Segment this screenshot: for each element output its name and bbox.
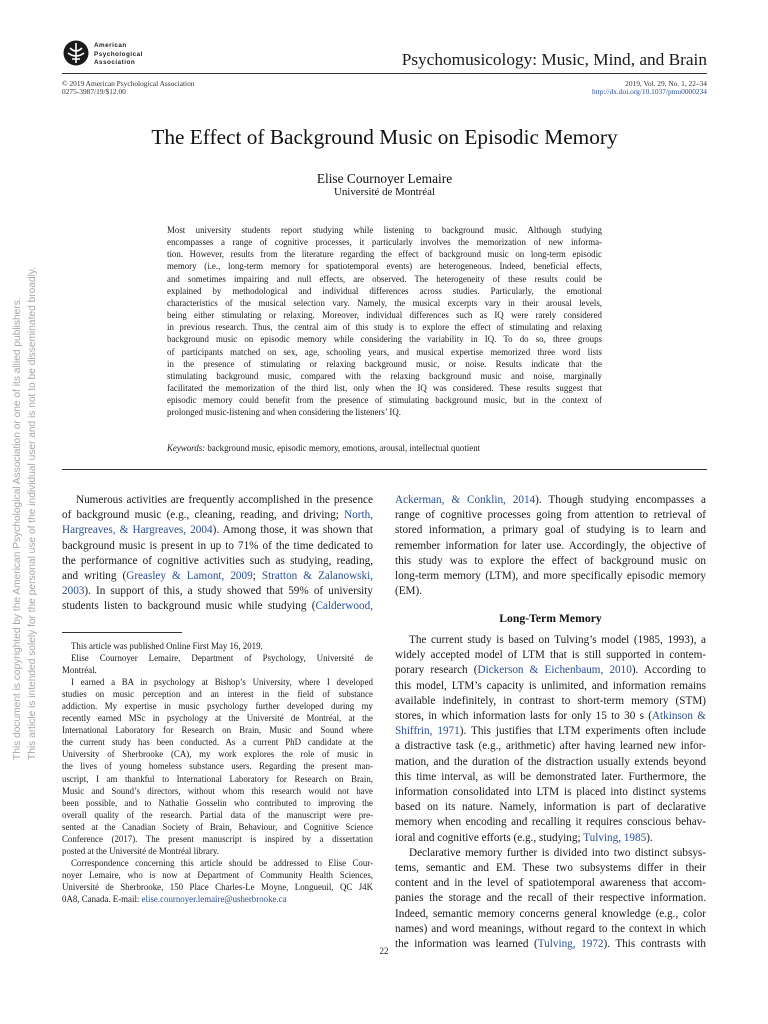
author-affiliation: Université de Montréal	[333, 186, 435, 198]
body-line: available indefinitely, in contrast to short-term memory (STM)	[395, 694, 706, 707]
doi-link[interactable]: http://dx.doi.org/10.1037/pmu0000234	[591, 87, 707, 97]
footnote-line: the current study has been conducted. As a current PhD candidate at the	[62, 737, 373, 748]
abstract-line: facilitated the memorization of the third list, only when the IQ was considered. These results suggest that	[167, 383, 602, 394]
page-number: 22	[379, 946, 389, 956]
footnote-line: University of Sherbrooke (CA), my work explores the role of music in	[62, 749, 373, 760]
citation-link[interactable]: 2003	[62, 585, 85, 598]
footnote-line: been possible, and to Nathalie Gosselin who contributed to improving the	[62, 797, 373, 808]
body-line: widely accepted model of LTM that is still supported in contem-	[395, 649, 706, 662]
body-line	[395, 663, 706, 678]
abstract-line: tion. However, results from the literature regarding the effect of background music on long-term episodic	[167, 249, 602, 260]
footnote-line: I earned a BA in psychology at Bishop’s University, where I developed	[71, 677, 373, 688]
citation-link[interactable]: Atkinson &	[651, 710, 706, 723]
body-line: remember information for later use. Accordingly, the objective of	[395, 539, 706, 552]
abstract-line: and sometimes impairing and null effects, are observed. The heterogeneity of these results could be	[167, 273, 602, 284]
abstract-line: in the presence of stimulating or relaxing background music, or noise. Results indicate that the	[167, 358, 602, 369]
body-line: mation, and the duration of the distraction usually extends beyond	[395, 755, 706, 768]
body-line	[62, 584, 373, 599]
author-name: Elise Cournoyer Lemaire	[316, 171, 453, 186]
keywords-text: background music, episodic memory, emotions, arousal, intellectual quotient	[207, 443, 481, 453]
body-line: this study was to explore the effect of background music on	[395, 554, 706, 567]
body-text: stores, in which information lasts for only 15 to 30 s (	[395, 710, 652, 723]
header-divider	[62, 73, 707, 74]
body-left-column	[62, 493, 373, 615]
body-text: of background music (e.g., cleaning, reading, and driving;	[62, 509, 345, 522]
body-line: (EM).	[395, 585, 423, 598]
keywords	[167, 443, 480, 453]
abstract-line: memory (i.e., long-term memory for spatiotemporal events) are heterogeneous. Indeed, beneficial effects,	[167, 261, 602, 272]
body-text: ).	[646, 831, 653, 844]
body-line: content and in the level of spatiotemporal awareness that accom-	[395, 877, 706, 890]
body-line: panies the storage and the recall of their respective information.	[395, 892, 706, 905]
citation-link[interactable]: Tulving, 1972	[537, 938, 604, 951]
abstract-divider	[62, 469, 707, 470]
body-line	[395, 493, 706, 508]
body-text: students listen to background music while studying (	[62, 600, 316, 613]
apa-logo-icon	[63, 40, 89, 66]
footnote-line	[62, 893, 373, 905]
citation-link[interactable]: Hargreaves, & Hargreaves, 2004	[62, 524, 213, 537]
footnote-line: addiction. My expertise in music psychology further developed during my	[62, 701, 373, 712]
body-text: ;	[252, 570, 262, 583]
body-line	[395, 831, 706, 846]
email-link[interactable]: elise.cournoyer.lemaire@usherbrooke.ca	[141, 893, 287, 904]
body-line: Numerous activities are frequently accomplished in the presence	[76, 494, 373, 506]
copyright-block	[62, 80, 194, 97]
body-line: this time interval, as will be demonstrated later. Furthermore, the	[395, 770, 706, 783]
body-line: a distractive task (e.g., arithmetic) after having learned new infor-	[395, 740, 706, 753]
citation-link[interactable]: Calderwood,	[315, 600, 373, 613]
abstract-line: of participants matched on sex, age, schooling years, and musical expertise memorized three word lists	[167, 346, 602, 357]
body-line: stored information, a primary goal of studying is to learn and	[395, 524, 706, 537]
citation-link[interactable]: Greasley & Lamont, 2009	[126, 570, 253, 583]
abstract-line: characteristics of the musical selection vary. Namely, the musical excerpts vary in their arousal levels,	[167, 297, 602, 308]
abstract-line: Most university students report studying while listening to background music. Although studying	[167, 225, 602, 235]
author-footnote	[62, 640, 373, 905]
citation-link[interactable]: Shiffrin, 1971	[395, 725, 460, 738]
issn-price: 0275-3987/19/$12.00	[62, 87, 126, 97]
body-line	[62, 569, 373, 584]
abstract-line: being either stimulating or relaxing. Moreover, individual differences such as IQ were rarely considered	[167, 310, 602, 321]
abstract-line: encompasses a range of cognitive processes, it particularly involves the memorization of new informa-	[167, 237, 602, 248]
body-line: information consolidated into LTM is placed into distinct systems	[395, 786, 706, 799]
footnote-text: 0A8, Canada. E-mail:	[62, 893, 142, 904]
footnote-line: studies on music perception and an interest in the field of substance	[62, 689, 373, 700]
footnote-published: This article was published Online First May 16, 2019.	[71, 641, 263, 651]
body-text: ). This justifies that LTM experiments often include	[459, 725, 706, 738]
abstract	[167, 224, 602, 419]
citation-block	[592, 80, 707, 97]
footnote-line: Université de Sherbrooke, 150 Place Charles-Le Moyne, Longueuil, QC J4K	[62, 881, 373, 892]
abstract-line: in previous research. Thus, the central aim of this study is to explore the effect of stimulating and relaxing	[167, 322, 602, 333]
abstract-line: prolonged music-listening and when considering the listeners’ IQ.	[167, 407, 401, 418]
body-line: based on its nature. Namely, information is part of declarative	[395, 801, 706, 814]
publisher-line-3: Association	[94, 59, 136, 67]
body-text: the information was learned (	[395, 938, 538, 951]
footnote-line: Conference (2017). The present manuscript is inspired by a dissertation	[62, 833, 373, 844]
publisher-line-1: American	[94, 42, 127, 49]
body-line: tems, semantic and EM. These two subsystems differ in their	[395, 862, 706, 875]
footnote-line: sented at the Canadian Society of Brain, Behaviour, and Cognitive Science	[62, 821, 373, 832]
body-text: ). According to	[631, 664, 706, 677]
footnote-line: recently earned MSc in psychology at the Université de Montréal, at the	[62, 713, 373, 724]
body-line	[62, 508, 373, 523]
body-text: and writing (	[62, 570, 127, 583]
side-notice-line-1: This document is copyrighted by the American Psychological Association or one of its allied publishers.	[12, 297, 23, 760]
copyright-side-notice	[10, 267, 40, 760]
body-text: ). In support of this, a study showed that 59% of university	[84, 585, 373, 598]
body-line: The current study is based on Tulving’s model (1985, 1993), a	[409, 634, 706, 646]
article-title: The Effect of Background Music on Episodic Memory	[151, 125, 618, 149]
body-right-column-top	[395, 493, 706, 599]
abstract-line: episodic memory could benefit from the presence of stimulating background music, but in the context of	[167, 395, 602, 406]
copyright-text: © 2019 American Psychological Association	[62, 79, 195, 88]
body-line	[62, 599, 373, 614]
footnote-line: International Laboratory for Research on Brain, Music and Sound where	[62, 725, 373, 736]
body-text: ). This contrasts with	[603, 938, 706, 951]
body-line: range of cognitive processes going from attention to retrieval of	[395, 509, 706, 522]
journal-title: Psychomusicology: Music, Mind, and Brain	[401, 50, 707, 69]
body-line: the performance of cognitive activities such as studying, reading,	[62, 554, 373, 567]
abstract-line: background music on episodic memory while considering the variability in IQ. To do so, three groups	[167, 334, 602, 345]
body-line: Declarative memory further is divided into two distinct subsys-	[409, 846, 706, 859]
footnote-divider	[62, 632, 182, 633]
body-text: ioral and cognitive efforts (e.g., studying;	[395, 831, 584, 844]
side-notice-line-2: This article is intended solely for the personal use of the individual user and is not to be disseminated broadly.	[27, 266, 38, 760]
body-text: porary research (	[395, 664, 478, 677]
body-text: ). Though studying encompasses a	[535, 494, 706, 506]
body-line: Indeed, semantic memory concerns general knowledge (e.g., color	[395, 907, 706, 920]
body-line	[395, 709, 706, 724]
footnote-line: Montréal.	[62, 665, 97, 676]
keywords-label: Keywords:	[167, 443, 206, 453]
section-heading: Long-Term Memory	[499, 612, 602, 625]
footnote-line: Music and Sound’s directors, without whom this research would not have	[62, 785, 373, 796]
citation-link[interactable]: Tulving, 1985	[583, 831, 647, 844]
footnote-line: the lives of young homeless substance users. Regarding the present man-	[62, 761, 373, 772]
publisher-name	[94, 42, 143, 68]
footnote-line: Elise Cournoyer Lemaire, Department of Psychology, Université de	[71, 653, 373, 664]
body-right-column-bottom	[395, 633, 706, 952]
body-line: names) and word meanings, without regard to the context in which	[395, 922, 706, 935]
footnote-line: Correspondence concerning this article should be addressed to Elise Cour-	[71, 857, 373, 868]
footnote-line: posted at the Université de Montréal library.	[62, 845, 219, 856]
abstract-line: explained by methodological and individual differences across studies. Particularly, the emotional	[167, 285, 602, 296]
footnote-line: uscript, I am thankful to International Laboratory for Research on Brain,	[62, 773, 373, 784]
body-line	[62, 523, 373, 538]
body-line: long-term memory (LTM), and more specifically episodic memory	[395, 570, 706, 583]
volume-info: 2019, Vol. 29, No. 1, 22–34	[625, 79, 707, 88]
footnote-line: overall quality of the research. Partial data of the manuscript were pre-	[62, 809, 373, 820]
footnote-line: noyer Lemaire, who is now at Department of Community Health Sciences,	[62, 869, 373, 880]
body-line	[395, 724, 706, 739]
body-line: this model, LTM’s capacity is unlimited, and information remains	[395, 679, 706, 692]
citation-link[interactable]: Stratton & Zalanowski,	[261, 570, 373, 583]
citation-link[interactable]: Dickerson & Eichenbaum, 2010	[477, 664, 632, 677]
citation-link[interactable]: Ackerman, & Conklin, 2014	[395, 494, 536, 506]
body-line: background music is present in up to 71% of the time dedicated to	[62, 539, 373, 552]
citation-link[interactable]: North,	[344, 509, 373, 522]
publisher-line-2: Psychological	[94, 50, 143, 58]
body-text: ). Among those, it was shown that	[212, 524, 373, 537]
body-line: memory when encoding and recalling it requires conscious behav-	[395, 816, 706, 829]
abstract-line: stimulating background music, compared with the relaxing background music and noise, marginally	[167, 370, 602, 381]
